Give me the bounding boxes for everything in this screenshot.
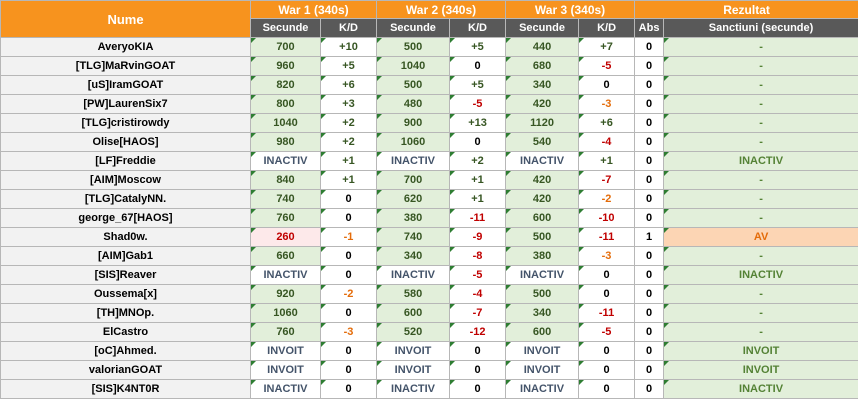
sanctiuni-cell: -	[664, 95, 858, 114]
abs-cell: 0	[635, 323, 664, 342]
war2-kd-cell: -8	[450, 247, 506, 266]
subheader-abs: Abs	[635, 19, 664, 38]
war1-kd-cell: +2	[321, 114, 377, 133]
war2-kd-cell: +5	[450, 38, 506, 57]
war2-kd-cell: +2	[450, 152, 506, 171]
war2-seconds-cell: 340	[377, 247, 450, 266]
war2-kd-cell: 0	[450, 57, 506, 76]
abs-cell: 0	[635, 133, 664, 152]
war3-kd-cell: -3	[579, 95, 635, 114]
table-row	[1, 133, 858, 152]
table-row	[1, 114, 858, 133]
war2-seconds-cell: 900	[377, 114, 450, 133]
war2-kd-cell: -7	[450, 304, 506, 323]
war1-kd-cell: 0	[321, 304, 377, 323]
sanctiuni-cell: -	[664, 247, 858, 266]
sanctiuni-cell: INVOIT	[664, 342, 858, 361]
war2-seconds-cell: 700	[377, 171, 450, 190]
sanctiuni-cell: -	[664, 57, 858, 76]
war1-kd-cell: 0	[321, 342, 377, 361]
abs-cell: 0	[635, 247, 664, 266]
war2-seconds-cell: 1060	[377, 133, 450, 152]
war3-seconds-cell: 340	[506, 76, 579, 95]
war1-seconds-cell: 980	[251, 133, 321, 152]
war3-seconds-cell: 600	[506, 323, 579, 342]
war1-seconds-cell: 760	[251, 323, 321, 342]
war1-seconds-cell: 800	[251, 95, 321, 114]
player-name-cell: Oussema[x]	[1, 285, 251, 304]
war3-kd-cell: 0	[579, 380, 635, 399]
war1-kd-cell: +1	[321, 171, 377, 190]
war1-kd-cell: +10	[321, 38, 377, 57]
war1-kd-cell: -2	[321, 285, 377, 304]
table-row	[1, 171, 858, 190]
war1-seconds-cell: 1060	[251, 304, 321, 323]
abs-cell: 0	[635, 361, 664, 380]
abs-cell: 0	[635, 171, 664, 190]
war3-seconds-cell: 420	[506, 171, 579, 190]
war1-kd-cell: +2	[321, 133, 377, 152]
war2-kd-cell: -5	[450, 95, 506, 114]
war3-seconds-cell: 440	[506, 38, 579, 57]
war3-seconds-cell: 600	[506, 209, 579, 228]
war3-seconds-cell: INACTIV	[506, 380, 579, 399]
war2-seconds-cell: INACTIV	[377, 266, 450, 285]
abs-cell: 0	[635, 38, 664, 57]
abs-cell: 0	[635, 190, 664, 209]
sanctiuni-cell: -	[664, 285, 858, 304]
table-row	[1, 228, 858, 247]
war3-kd-cell: 0	[579, 266, 635, 285]
player-name-cell: [SIS]K4NT0R	[1, 380, 251, 399]
sanctiuni-cell: AV	[664, 228, 858, 247]
abs-cell: 0	[635, 152, 664, 171]
sanctiuni-cell: -	[664, 304, 858, 323]
abs-cell: 0	[635, 304, 664, 323]
header-war1: War 1 (340s)	[251, 1, 377, 19]
war1-kd-cell: 0	[321, 209, 377, 228]
table-row	[1, 95, 858, 114]
war3-kd-cell: +6	[579, 114, 635, 133]
subheader-w3-kd: K/D	[579, 19, 635, 38]
subheader-w1-kd: K/D	[321, 19, 377, 38]
war1-seconds-cell: 700	[251, 38, 321, 57]
war3-kd-cell: +1	[579, 152, 635, 171]
table-row	[1, 57, 858, 76]
war2-kd-cell: 0	[450, 361, 506, 380]
table-row	[1, 304, 858, 323]
war1-kd-cell: +5	[321, 57, 377, 76]
war2-seconds-cell: 500	[377, 38, 450, 57]
player-name-cell: [TH]MNOp.	[1, 304, 251, 323]
war1-seconds-cell: INACTIV	[251, 152, 321, 171]
war3-seconds-cell: 500	[506, 285, 579, 304]
war2-seconds-cell: 500	[377, 76, 450, 95]
abs-cell: 0	[635, 342, 664, 361]
war1-kd-cell: 0	[321, 190, 377, 209]
war1-seconds-cell: 760	[251, 209, 321, 228]
subheader-w3-secunde: Secunde	[506, 19, 579, 38]
table-row	[1, 323, 858, 342]
sanctiuni-cell: -	[664, 209, 858, 228]
war2-seconds-cell: 520	[377, 323, 450, 342]
war2-seconds-cell: 600	[377, 304, 450, 323]
table-row	[1, 209, 858, 228]
war2-seconds-cell: 740	[377, 228, 450, 247]
abs-cell: 0	[635, 95, 664, 114]
subheader-w2-kd: K/D	[450, 19, 506, 38]
war3-seconds-cell: 420	[506, 190, 579, 209]
war2-kd-cell: -11	[450, 209, 506, 228]
subheader-w1-secunde: Secunde	[251, 19, 321, 38]
player-name-cell: valorianGOAT	[1, 361, 251, 380]
war1-seconds-cell: 1040	[251, 114, 321, 133]
war2-kd-cell: -12	[450, 323, 506, 342]
war1-kd-cell: +6	[321, 76, 377, 95]
abs-cell: 0	[635, 380, 664, 399]
war1-seconds-cell: INVOIT	[251, 342, 321, 361]
player-name-cell: george_67[HAOS]	[1, 209, 251, 228]
war1-seconds-cell: 660	[251, 247, 321, 266]
sanctiuni-cell: INACTIV	[664, 152, 858, 171]
table-row	[1, 152, 858, 171]
table-row	[1, 266, 858, 285]
war1-kd-cell: 0	[321, 380, 377, 399]
war1-seconds-cell: INACTIV	[251, 266, 321, 285]
war3-seconds-cell: 680	[506, 57, 579, 76]
war2-seconds-cell: 620	[377, 190, 450, 209]
war1-kd-cell: +1	[321, 152, 377, 171]
war1-seconds-cell: 960	[251, 57, 321, 76]
war2-seconds-cell: 480	[377, 95, 450, 114]
war2-kd-cell: 0	[450, 342, 506, 361]
player-name-cell: [LF]Freddie	[1, 152, 251, 171]
sanctiuni-cell: INACTIV	[664, 380, 858, 399]
abs-cell: 0	[635, 266, 664, 285]
sanctiuni-cell: INACTIV	[664, 266, 858, 285]
war3-kd-cell: -4	[579, 133, 635, 152]
player-name-cell: ElCastro	[1, 323, 251, 342]
war3-seconds-cell: 340	[506, 304, 579, 323]
war2-seconds-cell: 380	[377, 209, 450, 228]
war2-seconds-cell: INACTIV	[377, 152, 450, 171]
war3-kd-cell: -3	[579, 247, 635, 266]
war3-kd-cell: 0	[579, 285, 635, 304]
war3-seconds-cell: 540	[506, 133, 579, 152]
war2-seconds-cell: 1040	[377, 57, 450, 76]
war1-kd-cell: -3	[321, 323, 377, 342]
abs-cell: 0	[635, 114, 664, 133]
sanctiuni-cell: -	[664, 38, 858, 57]
player-name-cell: [PW]LaurenSix7	[1, 95, 251, 114]
sanctiuni-cell: -	[664, 76, 858, 95]
war3-kd-cell: -5	[579, 323, 635, 342]
war3-kd-cell: -2	[579, 190, 635, 209]
war3-kd-cell: 0	[579, 361, 635, 380]
war3-seconds-cell: INVOIT	[506, 342, 579, 361]
player-name-cell: AveryoKIA	[1, 38, 251, 57]
table-row	[1, 361, 858, 380]
war3-kd-cell: -5	[579, 57, 635, 76]
sanctiuni-cell: -	[664, 323, 858, 342]
war1-seconds-cell: 840	[251, 171, 321, 190]
war3-seconds-cell: INVOIT	[506, 361, 579, 380]
war1-kd-cell: 0	[321, 266, 377, 285]
war3-kd-cell: -10	[579, 209, 635, 228]
war3-kd-cell: -11	[579, 228, 635, 247]
war1-seconds-cell: 260	[251, 228, 321, 247]
war3-seconds-cell: INACTIV	[506, 152, 579, 171]
war3-kd-cell: 0	[579, 342, 635, 361]
table-row	[1, 285, 858, 304]
player-name-cell: [TLG]MaRvinGOAT	[1, 57, 251, 76]
header-rezultat: Rezultat	[635, 1, 858, 19]
war2-kd-cell: +1	[450, 190, 506, 209]
war2-kd-cell: -4	[450, 285, 506, 304]
table-row	[1, 342, 858, 361]
war2-kd-cell: -5	[450, 266, 506, 285]
abs-cell: 1	[635, 228, 664, 247]
war3-kd-cell: 0	[579, 76, 635, 95]
player-name-cell: [oC]Ahmed.	[1, 342, 251, 361]
war1-kd-cell: +3	[321, 95, 377, 114]
war2-kd-cell: +5	[450, 76, 506, 95]
war3-seconds-cell: INACTIV	[506, 266, 579, 285]
war2-seconds-cell: INVOIT	[377, 342, 450, 361]
header-war2: War 2 (340s)	[377, 1, 506, 19]
player-name-cell: [uS]IramGOAT	[1, 76, 251, 95]
table-row	[1, 247, 858, 266]
war1-kd-cell: 0	[321, 361, 377, 380]
abs-cell: 0	[635, 285, 664, 304]
war2-seconds-cell: INACTIV	[377, 380, 450, 399]
war3-kd-cell: -11	[579, 304, 635, 323]
war2-seconds-cell: 580	[377, 285, 450, 304]
war1-seconds-cell: 820	[251, 76, 321, 95]
war2-kd-cell: -9	[450, 228, 506, 247]
war3-seconds-cell: 1120	[506, 114, 579, 133]
war1-seconds-cell: INACTIV	[251, 380, 321, 399]
war2-kd-cell: 0	[450, 133, 506, 152]
abs-cell: 0	[635, 209, 664, 228]
war1-seconds-cell: INVOIT	[251, 361, 321, 380]
war3-seconds-cell: 420	[506, 95, 579, 114]
war1-kd-cell: 0	[321, 247, 377, 266]
war2-kd-cell: +13	[450, 114, 506, 133]
player-name-cell: [SIS]Reaver	[1, 266, 251, 285]
header-nume: Nume	[1, 1, 251, 38]
sanctiuni-cell: -	[664, 171, 858, 190]
war3-kd-cell: -7	[579, 171, 635, 190]
sanctiuni-cell: -	[664, 133, 858, 152]
sanctiuni-cell: -	[664, 190, 858, 209]
table-row	[1, 76, 858, 95]
subheader-sanctiuni: Sanctiuni (secunde)	[664, 19, 858, 38]
war2-kd-cell: 0	[450, 380, 506, 399]
war1-kd-cell: -1	[321, 228, 377, 247]
table-row	[1, 38, 858, 57]
war2-kd-cell: +1	[450, 171, 506, 190]
war2-seconds-cell: INVOIT	[377, 361, 450, 380]
war3-seconds-cell: 380	[506, 247, 579, 266]
war3-kd-cell: +7	[579, 38, 635, 57]
subheader-w2-secunde: Secunde	[377, 19, 450, 38]
player-name-cell: Olise[HAOS]	[1, 133, 251, 152]
abs-cell: 0	[635, 57, 664, 76]
sanctiuni-cell: -	[664, 114, 858, 133]
header-war3: War 3 (340s)	[506, 1, 635, 19]
player-name-cell: Shad0w.	[1, 228, 251, 247]
player-name-cell: [TLG]CatalyNN.	[1, 190, 251, 209]
war1-seconds-cell: 920	[251, 285, 321, 304]
table-row	[1, 190, 858, 209]
abs-cell: 0	[635, 76, 664, 95]
player-name-cell: [AIM]Gab1	[1, 247, 251, 266]
sanctiuni-cell: INVOIT	[664, 361, 858, 380]
table-row	[1, 380, 858, 399]
player-name-cell: [TLG]cristirowdy	[1, 114, 251, 133]
war3-seconds-cell: 500	[506, 228, 579, 247]
war1-seconds-cell: 740	[251, 190, 321, 209]
player-name-cell: [AIM]Moscow	[1, 171, 251, 190]
